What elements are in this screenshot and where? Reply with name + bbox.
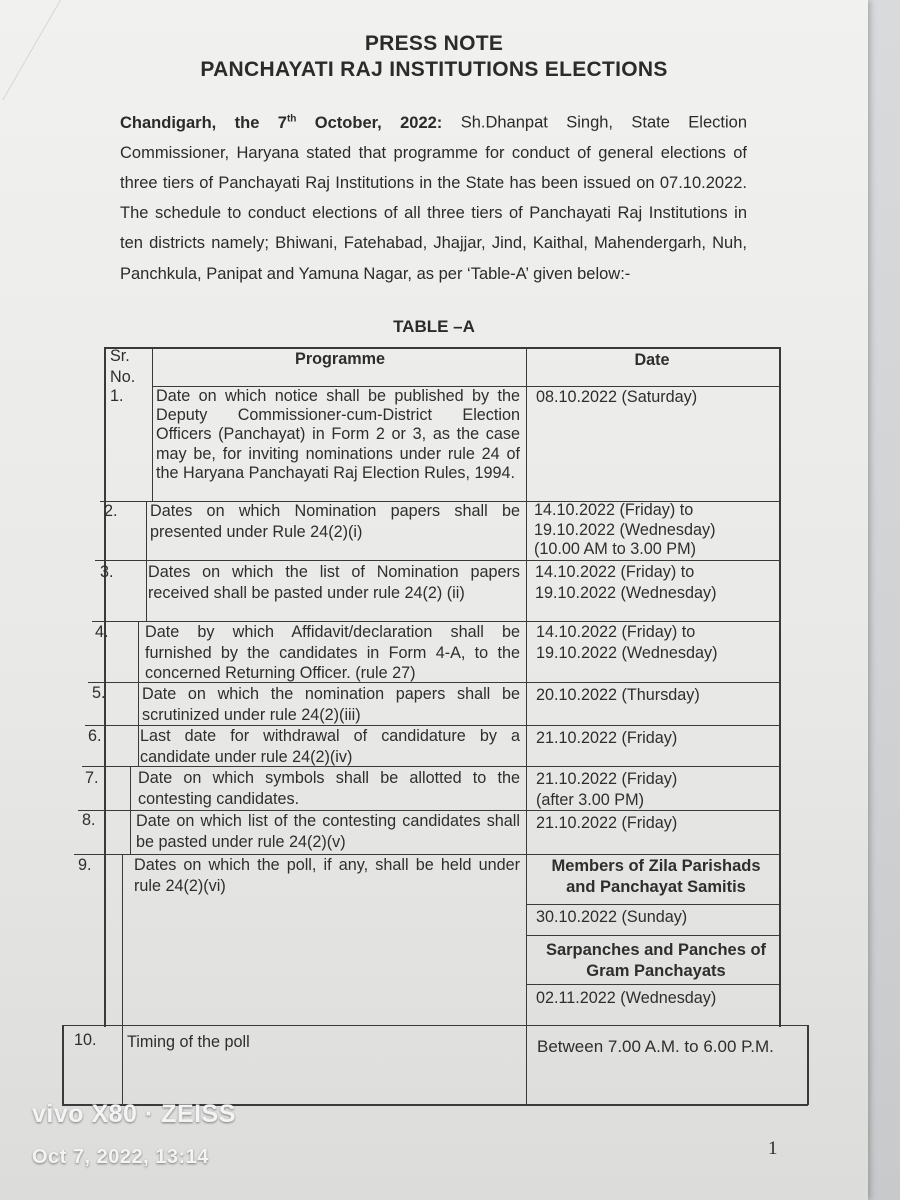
col-divider-sr-1 xyxy=(152,347,153,502)
row-10-sr: 10. xyxy=(74,1031,97,1049)
intro-lead-city: Chandigarh, the 7 xyxy=(120,113,287,132)
camera-timestamp-watermark: Oct 7, 2022, 13:14 xyxy=(32,1146,209,1168)
row-6-date: 21.10.2022 (Friday) xyxy=(536,729,678,747)
sub-line-1 xyxy=(526,904,780,905)
row-10-date: Between 7.00 A.M. to 6.00 P.M. xyxy=(537,1037,774,1056)
table-caption: TABLE –A xyxy=(393,317,475,336)
header-programme: Programme xyxy=(295,350,385,368)
row-4-date: 14.10.2022 (Friday) to 19.10.2022 (Wednesday) xyxy=(536,623,718,662)
row-9-date-gram-value: 02.11.2022 (Wednesday) xyxy=(536,989,717,1007)
row-3-programme: Dates on which the list of Nomination papers received shall be pasted under rule 24(2) (ii) xyxy=(148,563,520,602)
header-sr-no: Sr. No. xyxy=(110,347,136,386)
intro-lead-sup: th xyxy=(286,113,297,124)
row-9-programme: Dates on which the poll, if any, shall be held under rule 24(2)(vi) xyxy=(134,856,520,895)
intro-lead-date: October, 2022: xyxy=(296,113,443,132)
row-line-9 xyxy=(62,1025,808,1026)
row-9-date-zila-value: 30.10.2022 (Sunday) xyxy=(536,908,688,926)
row-5-sr: 5. xyxy=(92,684,106,702)
row-8-programme: Date on which list of the contesting candidates shall be pasted under rule 24(2)(v) xyxy=(136,812,520,851)
row-6-sr: 6. xyxy=(88,727,102,745)
row-7-sr: 7. xyxy=(85,769,99,787)
sub-line-2 xyxy=(526,935,780,936)
row-2-programme: Dates on which Nomination papers shall be presented under Rule 24(2)(i) xyxy=(150,502,520,541)
row-3-sr: 3. xyxy=(100,563,114,581)
row-line-2 xyxy=(95,560,780,561)
row-5-programme: Date on which the nomination papers shall be scrutinized under rule 24(2)(iii) xyxy=(142,685,520,724)
table-border-left-lower xyxy=(62,1025,64,1105)
row-3-date: 14.10.2022 (Friday) to 19.10.2022 (Wednesday) xyxy=(535,563,717,602)
row-4-sr: 4. xyxy=(95,623,109,641)
row-9-date-gram-heading: Sarpanches and Panches of Gram Panchayats xyxy=(545,941,767,980)
row-2-date: 14.10.2022 (Friday) to 19.10.2022 (Wednesday) (10.00 AM to 3.00 PM) xyxy=(534,501,716,558)
col-divider-sr-5 xyxy=(122,855,123,1105)
row-5-date: 20.10.2022 (Thursday) xyxy=(536,686,700,704)
header-date: Date xyxy=(634,351,670,369)
row-9-sr: 9. xyxy=(78,856,92,874)
row-6-programme: Last date for withdrawal of candidature by a candidate under rule 24(2)(iv) xyxy=(140,727,520,766)
page-number: 1 xyxy=(768,1138,778,1159)
document-title: PRESS NOTE xyxy=(364,32,504,55)
row-8-date: 21.10.2022 (Friday) xyxy=(536,814,678,832)
table-border-right-lower xyxy=(807,1025,809,1105)
row-7-date: 21.10.2022 (Friday) (after 3.00 PM) xyxy=(536,770,678,809)
row-8-sr: 8. xyxy=(82,811,96,829)
row-7-programme: Date on which symbols shall be allotted to the contesting candidates. xyxy=(138,769,520,808)
row-1-programme: Date on which notice shall be published by the Deputy Commissioner-cum-District Election Officers (Panchayat) in Form 2 or 3, as the case may be, for inviting nominations under rule 24 of the Haryana Panchayati Raj Election Rules, 1994. xyxy=(156,387,520,482)
camera-device-watermark: vivo X80 · ZEISS xyxy=(32,1100,236,1128)
intro-body: Sh.Dhanpat Singh, State Election Commissioner, Haryana stated that programme for conduct of general elections of three tiers of Panchayati Raj Institutions in the State has been issued on 07.10.2022. The schedule to conduct elections of all three tiers of Panchayati Raj Institutions in ten districts namely; Bhiwani, Fatehabad, Jhajjar, Jind, Kaithal, Mahendergarh, Nuh, Panchkula, Panipat and Yamuna Nagar, as per ‘Table-A’ given below:- xyxy=(120,113,747,283)
row-4-programme: Date by which Affidavit/declaration shall be furnished by the candidates in Form 4-A, to the concerned Returning Officer. (rule 27) xyxy=(145,623,520,682)
sub-line-3 xyxy=(526,984,780,985)
row-1-sr: 1. xyxy=(110,387,124,405)
row-1-date: 08.10.2022 (Saturday) xyxy=(536,388,698,406)
row-2-sr: 2. xyxy=(104,502,118,520)
table-border-right-upper xyxy=(779,347,781,1027)
row-9-date-zila-heading: Members of Zila Parishads and Panchayat Samitis xyxy=(551,857,761,896)
document-subtitle: PANCHAYATI RAJ INSTITUTIONS ELECTIONS xyxy=(200,58,668,81)
row-10-programme: Timing of the poll xyxy=(127,1033,250,1051)
